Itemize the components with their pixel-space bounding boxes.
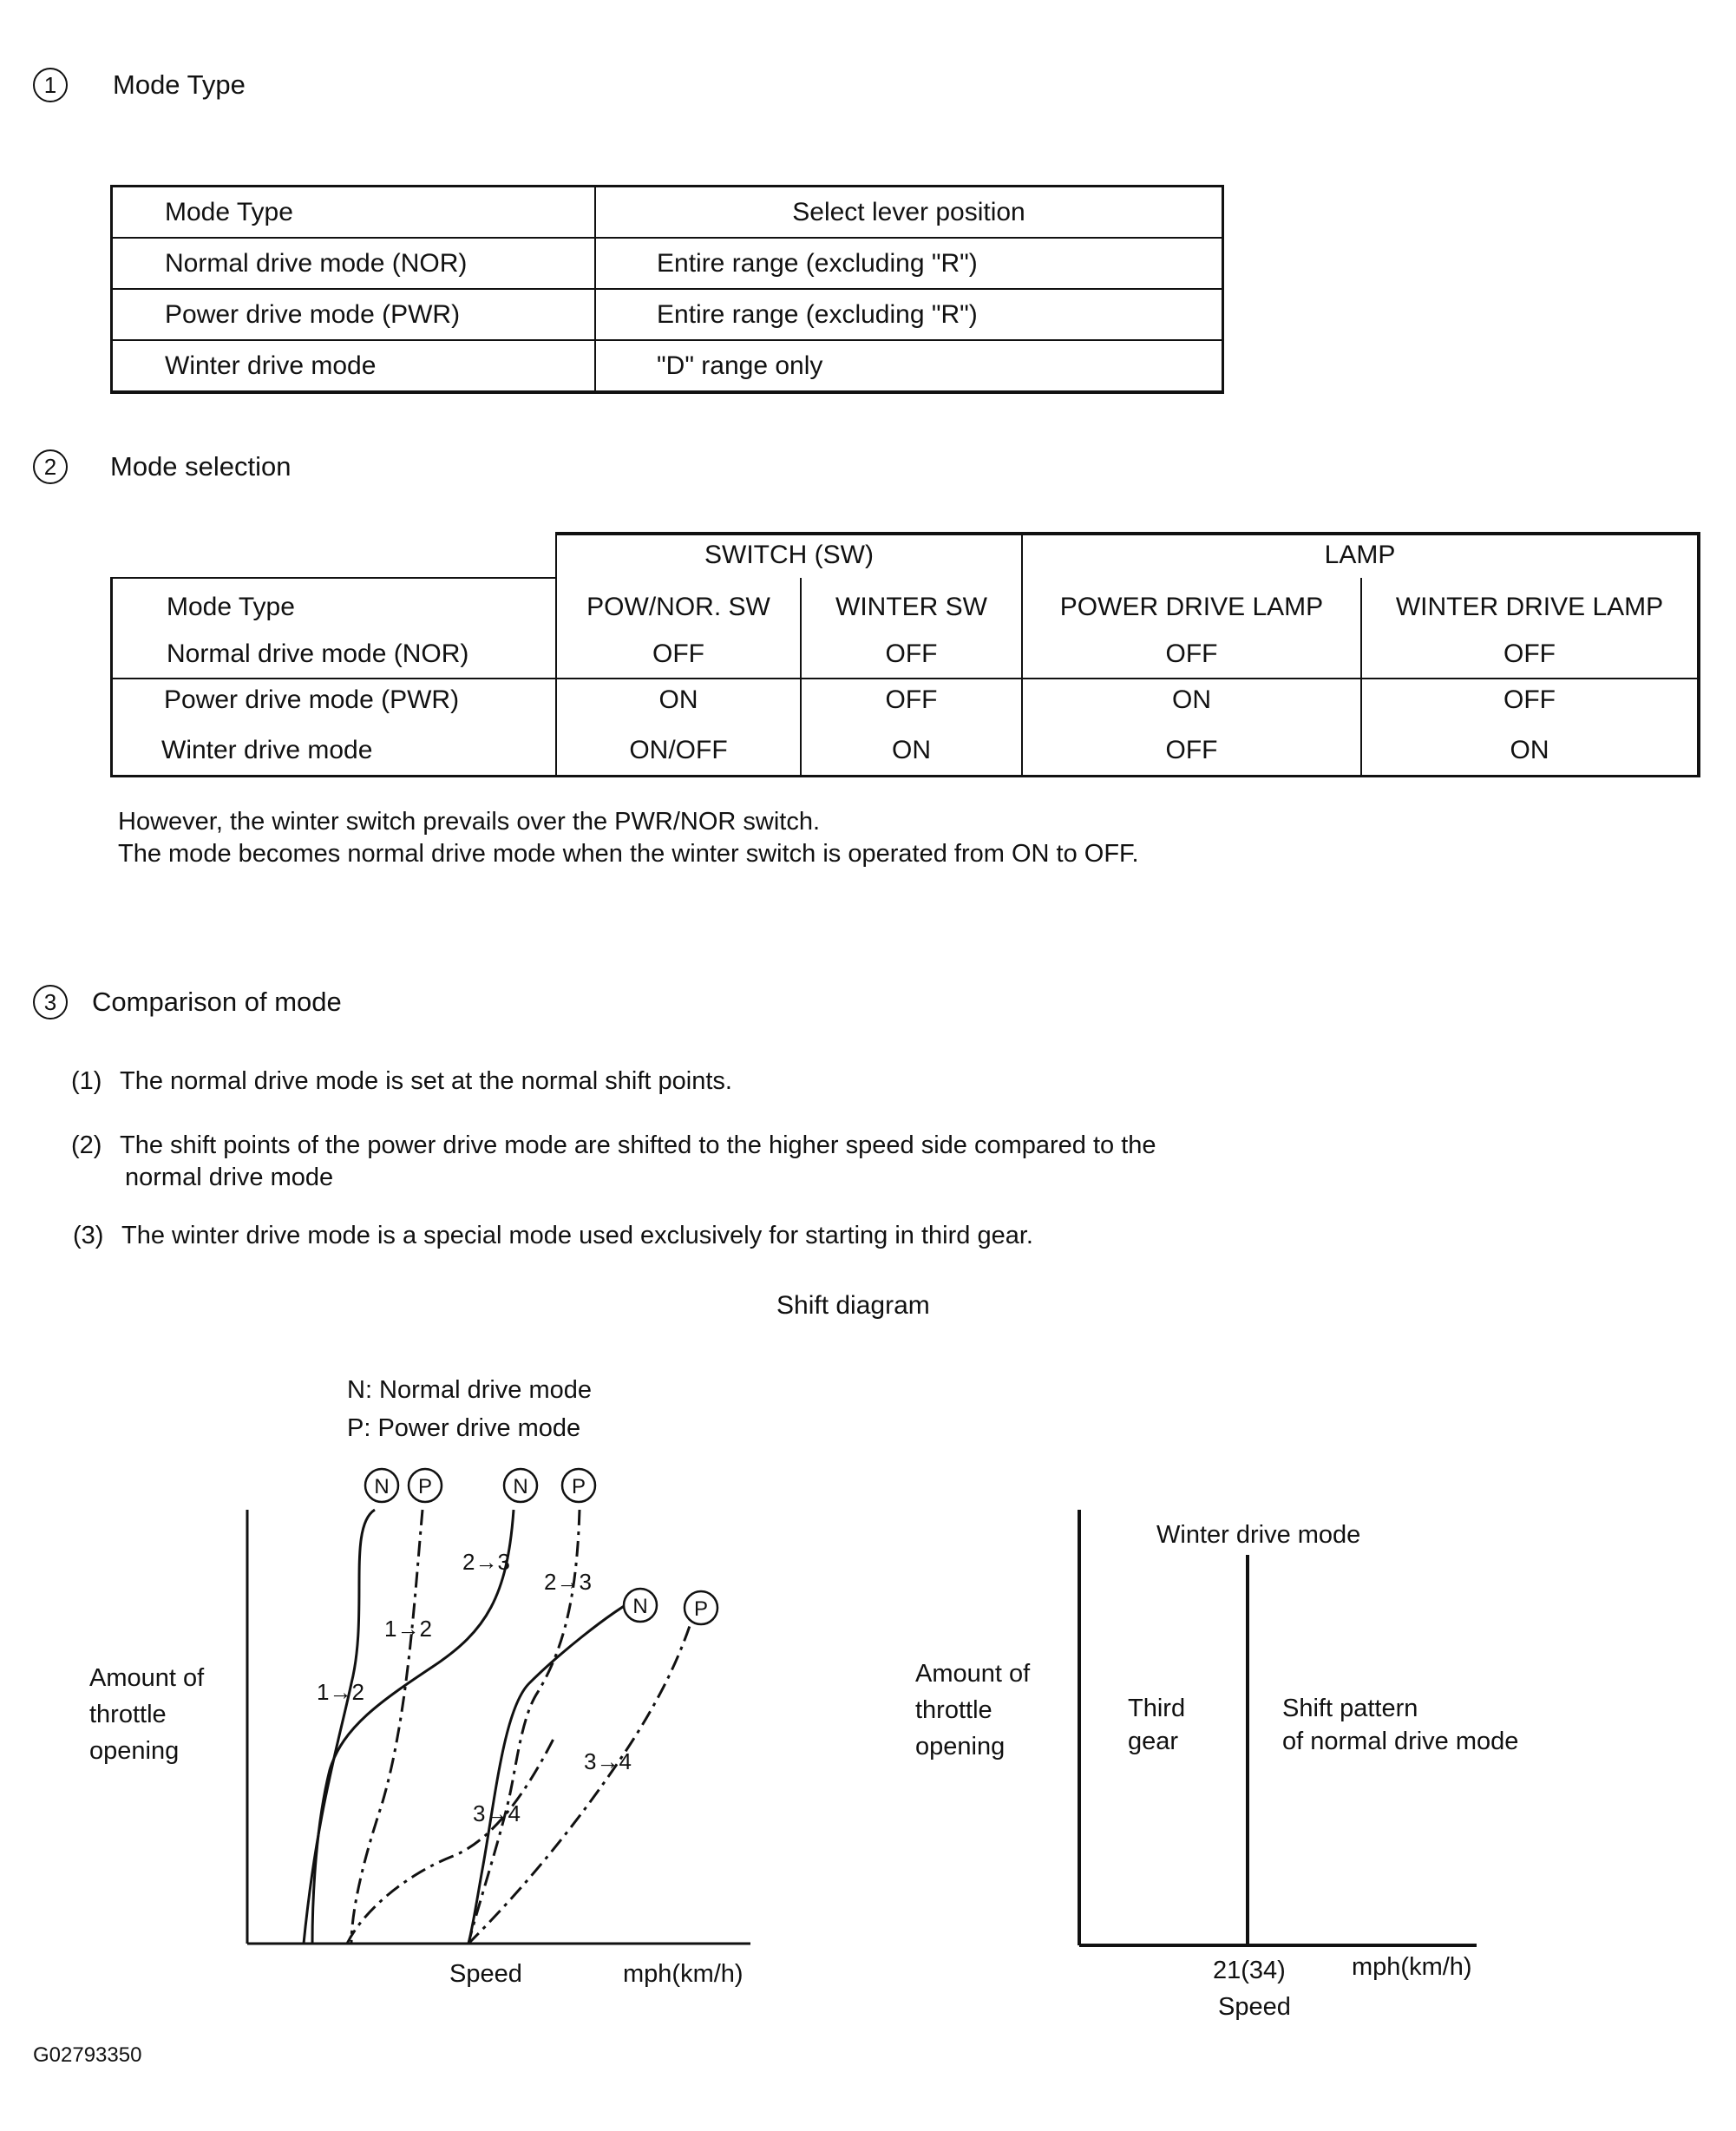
table-cell: ON bbox=[1510, 736, 1549, 764]
group-header-lamp: LAMP bbox=[1324, 541, 1396, 569]
shift-label-3-4-power: 3→4 bbox=[584, 1748, 632, 1774]
section-number-1: 1 bbox=[33, 68, 68, 102]
table-cell: ON/OFF bbox=[629, 736, 728, 764]
group-header-switch: SWITCH (SW) bbox=[704, 541, 874, 569]
shift-diagram-winter bbox=[868, 1475, 1735, 2030]
y-axis-label: throttle bbox=[89, 1701, 167, 1728]
table-row bbox=[112, 289, 1223, 340]
table-header-cell: Mode Type bbox=[112, 187, 596, 239]
list-item: The normal drive mode is set at the normal shift points. bbox=[120, 1067, 732, 1095]
shift-label-2-3-power: 2→3 bbox=[544, 1569, 592, 1595]
region-third-gear: Third bbox=[1128, 1695, 1186, 1722]
table-cell: Winter drive mode bbox=[112, 340, 596, 392]
table-cell: ON bbox=[658, 685, 698, 714]
section-number-3: 3 bbox=[33, 985, 68, 1020]
table-cell: Normal drive mode (NOR) bbox=[167, 639, 469, 668]
list-item-number: (2) bbox=[71, 1131, 102, 1159]
curve-1-2-power bbox=[351, 1510, 423, 1944]
y-axis-label: opening bbox=[915, 1733, 1006, 1761]
table-cell: OFF bbox=[1503, 685, 1556, 714]
curve-label-p: P bbox=[693, 1597, 709, 1621]
section-heading-comparison: Comparison of mode bbox=[92, 987, 342, 1017]
table-header-cell: Mode Type bbox=[167, 593, 295, 621]
table-row bbox=[112, 340, 1223, 392]
shift-label-1-2-normal: 1→2 bbox=[317, 1679, 364, 1705]
x-axis-label: Speed bbox=[449, 1960, 522, 1988]
table-cell: Winter drive mode bbox=[161, 736, 373, 764]
figure-id: G02793350 bbox=[33, 2043, 142, 2067]
table-cell: Power drive mode (PWR) bbox=[112, 289, 596, 340]
section-heading-mode-selection: Mode selection bbox=[110, 451, 292, 482]
table-cell: OFF bbox=[1165, 639, 1218, 668]
diagram-title: Shift diagram bbox=[776, 1291, 930, 1320]
curve-label-p: P bbox=[417, 1475, 433, 1498]
table-cell: Power drive mode (PWR) bbox=[164, 685, 460, 714]
curve-label-n: N bbox=[513, 1475, 528, 1498]
table-cell: OFF bbox=[1165, 736, 1218, 764]
shift-label-2-3-normal: 2→3 bbox=[462, 1549, 510, 1575]
shift-label-1-2-power: 1→2 bbox=[384, 1616, 432, 1642]
shift-label-3-4-normal: 3→4 bbox=[473, 1800, 521, 1826]
legend-power: P: Power drive mode bbox=[347, 1414, 581, 1442]
table-header-cell: POW/NOR. SW bbox=[586, 593, 770, 621]
table-row bbox=[112, 238, 1223, 289]
table-cell: OFF bbox=[1503, 639, 1556, 668]
x-axis-value: 21(34) bbox=[1213, 1957, 1286, 1984]
x-axis-label: Speed bbox=[1218, 1993, 1291, 2021]
list-item: The winter drive mode is a special mode used exclusively for starting in third gear. bbox=[121, 1222, 1033, 1249]
table-header-cell: POWER DRIVE LAMP bbox=[1059, 593, 1324, 621]
y-axis-label: Amount of bbox=[89, 1664, 205, 1692]
mode-type-table bbox=[110, 185, 1224, 394]
table-cell: ON bbox=[1172, 685, 1211, 714]
x-axis-unit: mph(km/h) bbox=[623, 1960, 744, 1988]
curve-power-branch bbox=[347, 1735, 555, 1944]
region-third-gear: gear bbox=[1128, 1728, 1179, 1755]
curve-label-p: P bbox=[571, 1475, 586, 1498]
curve-label-n: N bbox=[374, 1475, 390, 1498]
list-item-continuation: normal drive mode bbox=[125, 1164, 334, 1191]
table-cell: Entire range (excluding "R") bbox=[595, 289, 1223, 340]
y-axis-label: Amount of bbox=[915, 1660, 1031, 1688]
list-item-number: (3) bbox=[73, 1222, 104, 1249]
winter-diagram-title: Winter drive mode bbox=[1156, 1521, 1361, 1549]
table-cell: ON bbox=[892, 736, 931, 764]
table-header-cell: Select lever position bbox=[595, 187, 1223, 239]
table-header-cell: WINTER SW bbox=[835, 593, 987, 621]
legend-normal: N: Normal drive mode bbox=[347, 1376, 593, 1404]
note-line-2: The mode becomes normal drive mode when the winter switch is operated from ON to OFF. bbox=[118, 840, 1139, 868]
y-axis-label: throttle bbox=[915, 1696, 992, 1724]
x-axis-unit: mph(km/h) bbox=[1352, 1953, 1472, 1981]
section-number-2: 2 bbox=[33, 449, 68, 484]
table-cell: OFF bbox=[885, 639, 938, 668]
curve-label-n: N bbox=[632, 1595, 648, 1618]
list-item: The shift points of the power drive mode are shifted to the higher speed side compared to the bbox=[120, 1131, 1156, 1159]
shift-diagram-left bbox=[0, 1354, 868, 2013]
table-row bbox=[112, 187, 1223, 239]
table-cell: OFF bbox=[885, 685, 938, 714]
table-cell: Normal drive mode (NOR) bbox=[112, 238, 596, 289]
table-cell: OFF bbox=[652, 639, 704, 668]
region-normal-pattern: Shift pattern bbox=[1282, 1695, 1418, 1722]
table-cell: Entire range (excluding "R") bbox=[595, 238, 1223, 289]
table-header-cell: WINTER DRIVE LAMP bbox=[1395, 593, 1664, 621]
note-line-1: However, the winter switch prevails over the PWR/NOR switch. bbox=[118, 808, 821, 836]
section-heading-mode-type: Mode Type bbox=[113, 69, 246, 100]
table-cell: "D" range only bbox=[595, 340, 1223, 392]
list-item-number: (1) bbox=[71, 1067, 102, 1095]
region-normal-pattern: of normal drive mode bbox=[1282, 1728, 1519, 1755]
y-axis-label: opening bbox=[89, 1737, 180, 1765]
